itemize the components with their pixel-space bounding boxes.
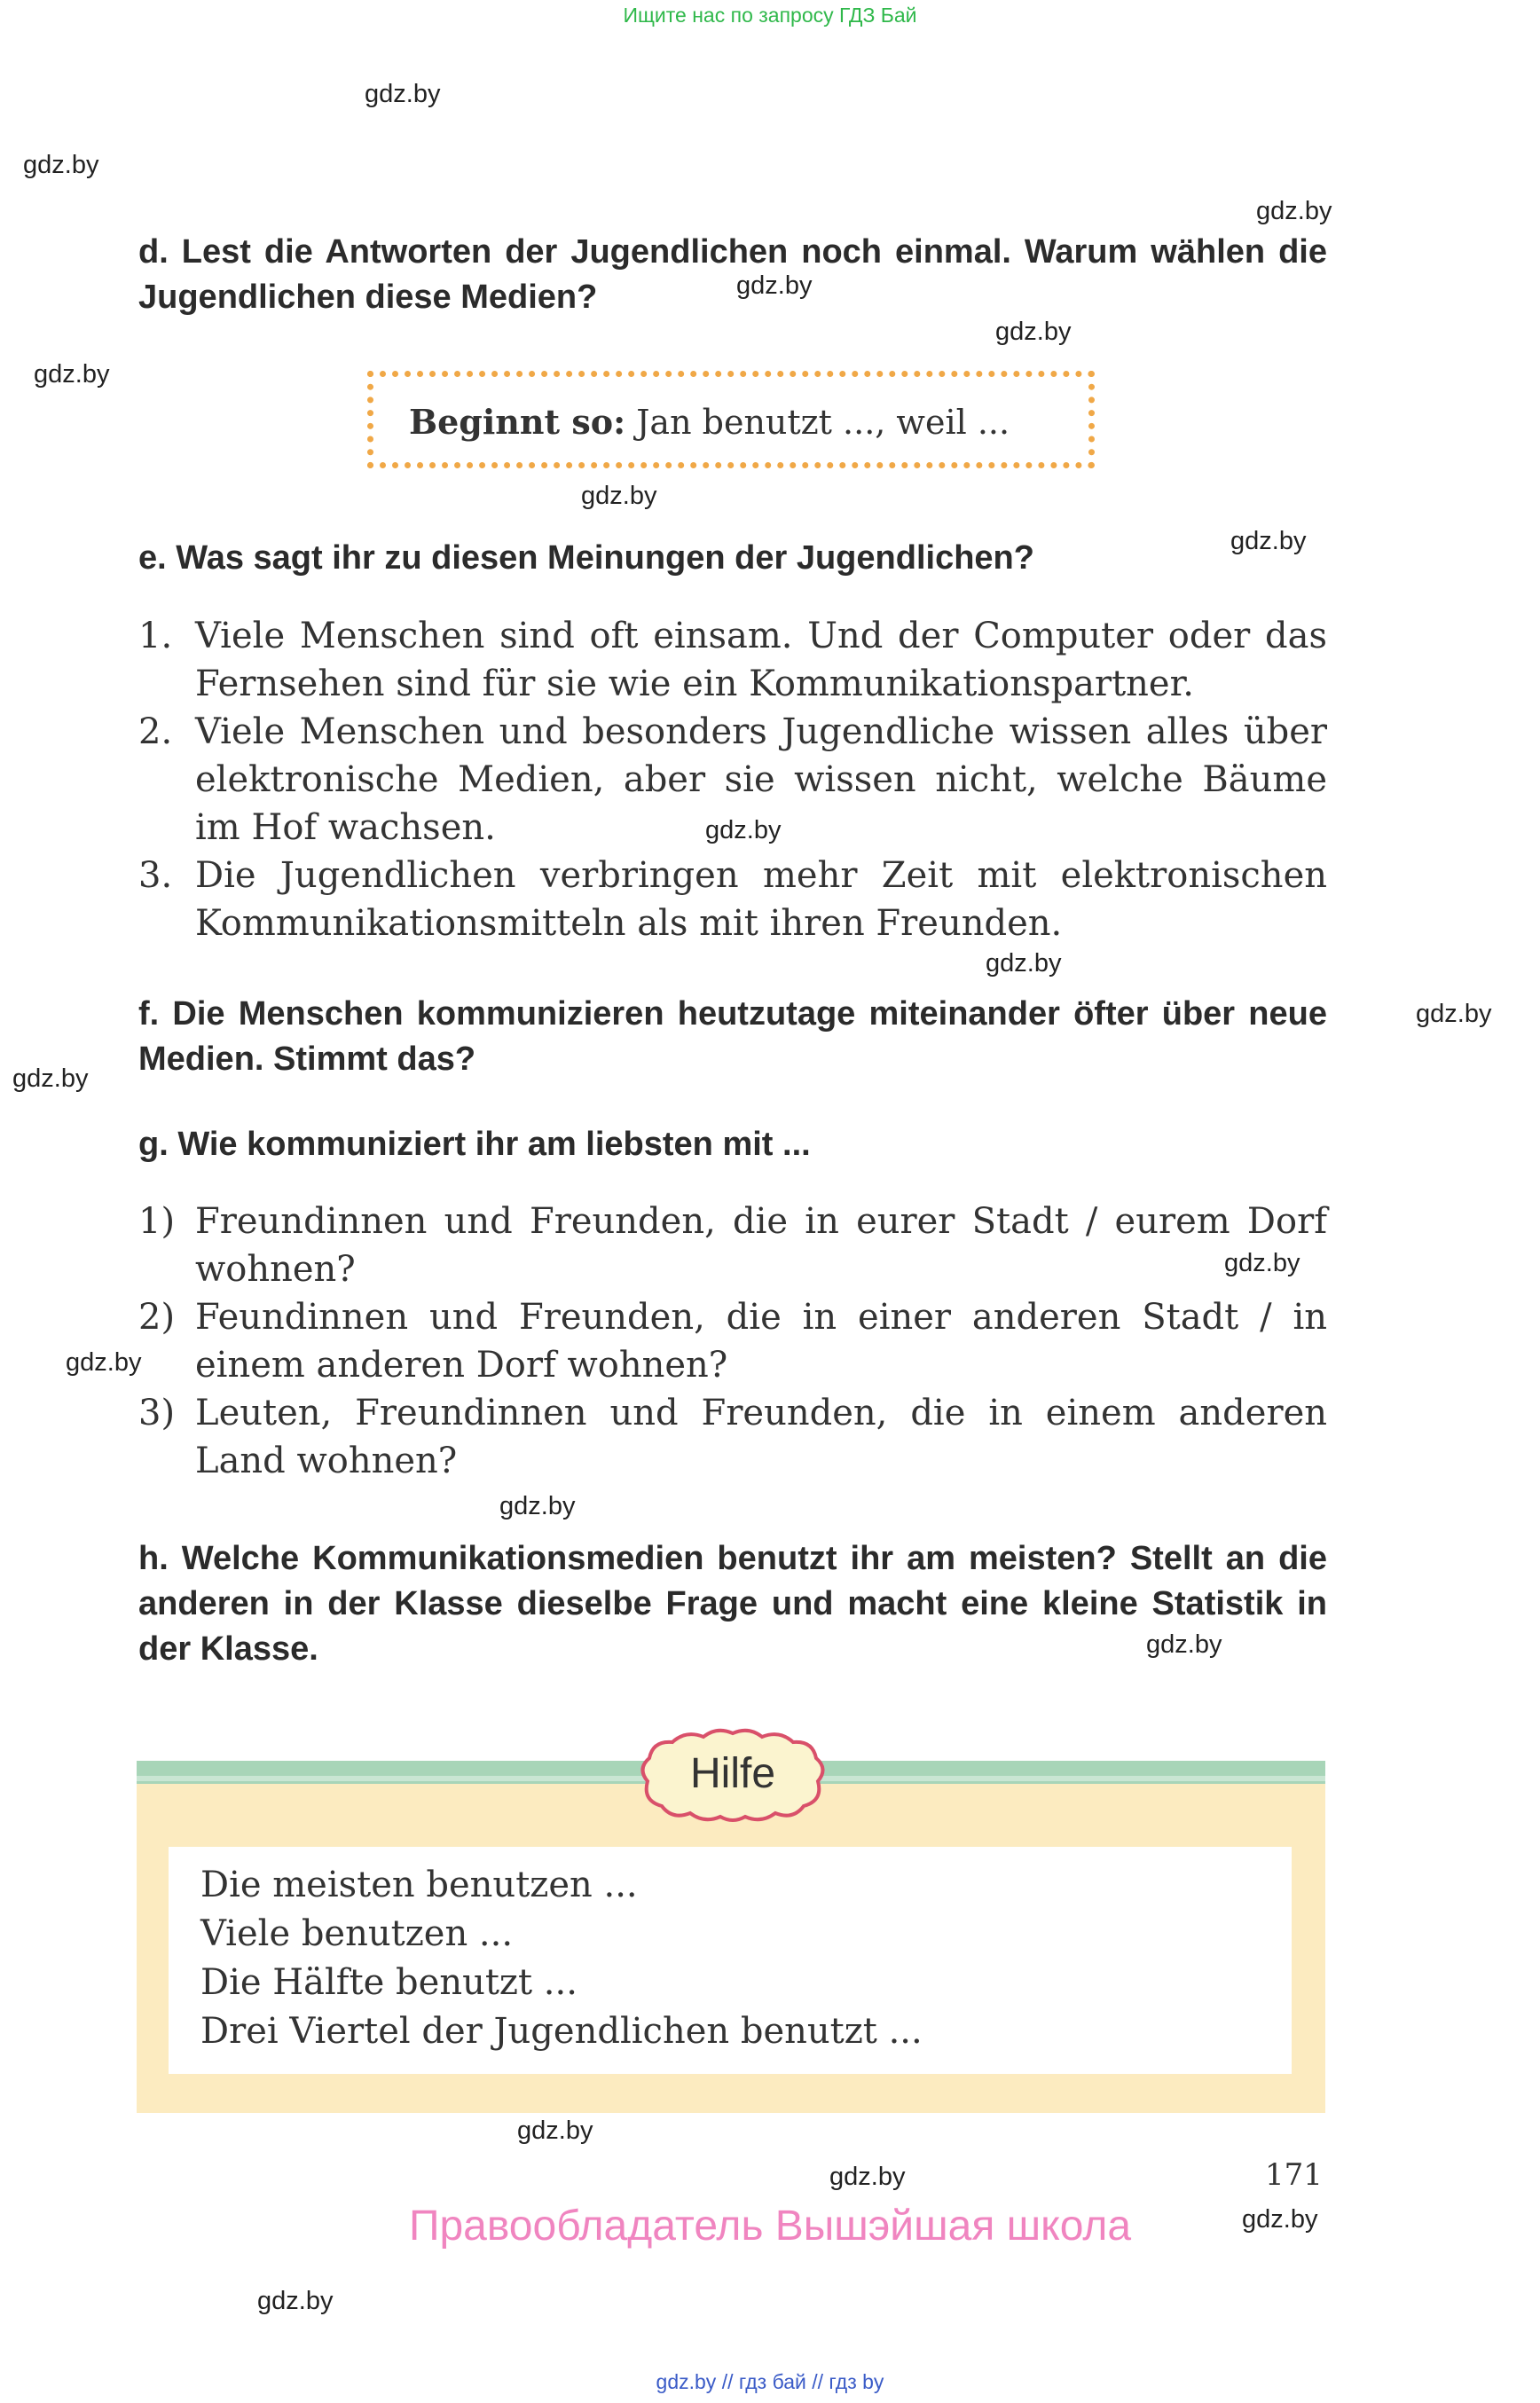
list-text: Viele Menschen und besonders Jugendliche wissen alles über elektronische Medien, aber sie wissen nicht, welche Bäume im Hof wachsen.	[195, 711, 1327, 848]
list-number: 1)	[138, 1201, 176, 1242]
watermark: gdz.by	[257, 2287, 334, 2315]
hint-rest: Jan benutzt ..., weil ...	[625, 403, 1010, 442]
hilfe-line: Die meisten benutzen ...	[200, 1865, 638, 1905]
watermark: gdz.by	[1146, 1630, 1222, 1659]
task-h-heading: h. Welche Kommunikationsmedien benutzt ihr am meisten? Stellt an die anderen in der Klasse dieselbe Frage und macht eine kleine Statistik in der Klasse.	[138, 1540, 1327, 1668]
task-d-heading: d. Lest die Antworten der Jugendlichen noch einmal. Warum wählen die Jugendlichen diese Medien?	[138, 233, 1327, 316]
hilfe-badge	[637, 1724, 829, 1824]
list-text: Leuten, Freundinnen und Freunden, die in einem anderen Land wohnen?	[195, 1393, 1327, 1481]
hint-bold: Beginnt so:	[409, 402, 626, 442]
list-item	[138, 852, 1327, 947]
list-item	[138, 612, 1327, 708]
hilfe-title: Hilfe	[689, 1750, 776, 1797]
hilfe-line: Drei Viertel der Jugendlichen benutzt ...	[200, 2011, 923, 2052]
watermark: gdz.by	[23, 151, 99, 179]
watermark: gdz.by	[705, 816, 782, 844]
watermark: gdz.by	[1256, 197, 1332, 225]
list-text: Feundinnen und Freunden, die in einer anderen Stadt / in einem anderen Dorf wohnen?	[195, 1297, 1327, 1386]
list-item	[138, 708, 1327, 852]
hint-box	[367, 371, 1095, 468]
list-item	[138, 1293, 1327, 1389]
watermark: gdz.by	[1242, 2205, 1318, 2234]
list-text: Freundinnen und Freunden, die in eurer Stadt / eurem Dorf wohnen?	[195, 1201, 1327, 1290]
list-text: Viele Menschen sind oft einsam. Und der Computer oder das Fernsehen sind für sie wie ein Kommunikationspartner.	[195, 616, 1327, 704]
watermark: gdz.by	[1416, 1000, 1492, 1028]
watermark: gdz.by	[499, 1492, 576, 1520]
list-g	[138, 1198, 1327, 1485]
watermark: gdz.by	[12, 1064, 89, 1093]
list-number: 2)	[138, 1297, 176, 1338]
list-number: 1.	[138, 616, 173, 656]
watermark: gdz.by	[66, 1348, 142, 1377]
hint-text	[409, 402, 1010, 442]
page-number: 171	[1265, 2157, 1323, 2193]
watermark: gdz.by	[995, 318, 1072, 346]
watermark: gdz.by	[1224, 1249, 1300, 1277]
list-number: 3.	[138, 855, 173, 896]
watermark: gdz.by	[365, 80, 441, 108]
watermark: gdz.by	[581, 482, 657, 510]
list-number: 3)	[138, 1393, 176, 1433]
hilfe-line: Viele benutzen ...	[200, 1913, 514, 1954]
watermark: gdz.by	[1230, 527, 1307, 555]
watermark: gdz.by	[986, 949, 1062, 978]
hilfe-lines	[200, 1861, 923, 2056]
watermark: gdz.by	[517, 2116, 593, 2145]
list-e	[138, 612, 1327, 947]
hilfe-line: Die Hälfte benutzt ...	[200, 1962, 578, 2003]
list-item	[138, 1198, 1327, 1293]
footer-links: gdz.by // гдз бай // гдз by	[656, 2370, 884, 2393]
top-banner: Ищите нас по запросу ГДЗ Бай	[623, 4, 917, 27]
task-f-heading: f. Die Menschen kommunizieren heutzutage miteinander öfter über neue Medien. Stimmt das?	[138, 995, 1327, 1078]
watermark: gdz.by	[34, 360, 110, 389]
task-g-heading: g. Wie kommuniziert ihr am liebsten mit ...	[138, 1126, 811, 1163]
watermark: gdz.by	[829, 2163, 906, 2191]
list-number: 2.	[138, 711, 173, 752]
rights-holder: Правообладатель Вышэйшая школа	[408, 2203, 1132, 2250]
task-e-heading: e. Was sagt ihr zu diesen Meinungen der Jugendlichen?	[138, 539, 1034, 577]
watermark: gdz.by	[736, 271, 813, 300]
list-item	[138, 1389, 1327, 1485]
list-text: Die Jugendlichen verbringen mehr Zeit mit elektronischen Kommunikationsmitteln als mit ihren Freunden.	[195, 855, 1327, 944]
